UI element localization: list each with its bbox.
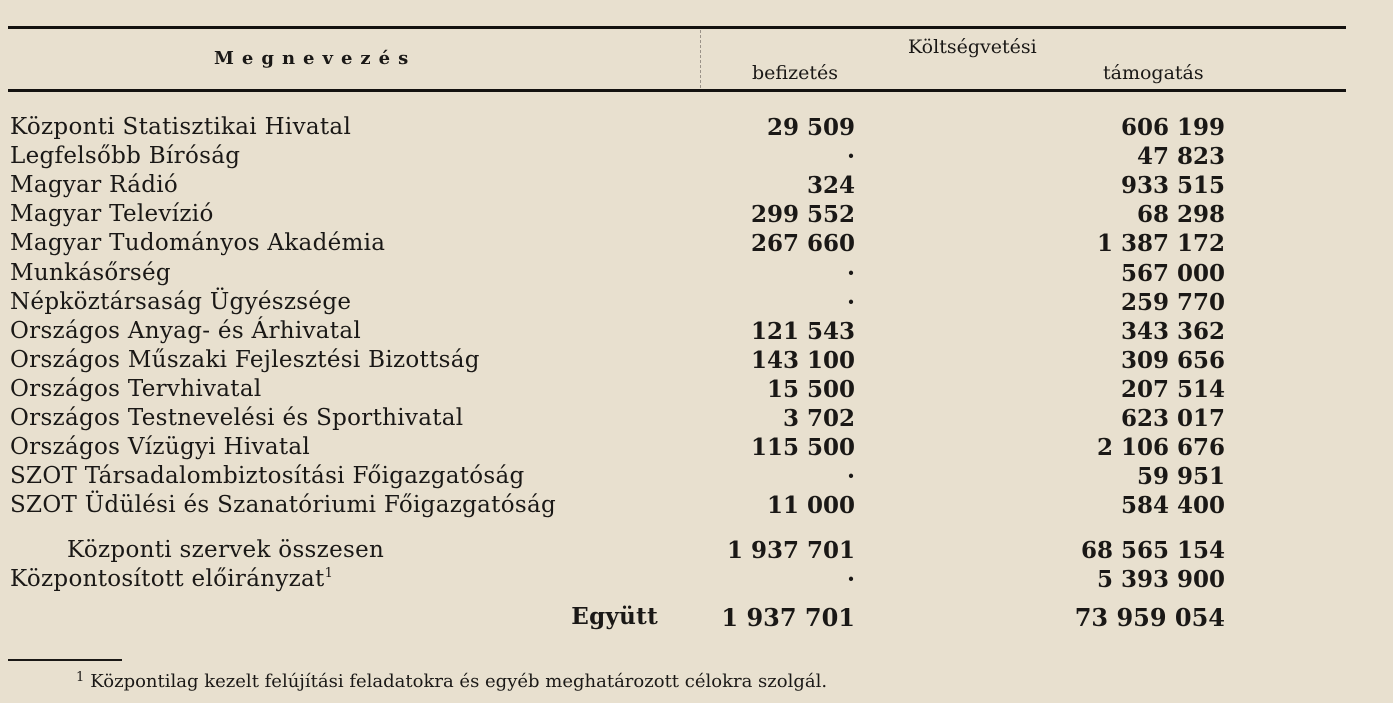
row-payment: · xyxy=(846,259,855,287)
table-row xyxy=(0,289,1393,318)
row-support: 567 000 xyxy=(1120,259,1225,287)
row-support: 1 387 172 xyxy=(1096,230,1225,258)
row-support: 606 199 xyxy=(1120,114,1225,141)
row-payment: 121 543 xyxy=(750,317,855,345)
table-top-rule xyxy=(8,26,1346,29)
row-name: Népköztársaság Ügyészsége xyxy=(10,288,352,315)
footnote-reference: 1 xyxy=(324,566,334,581)
row-name: Magyar Televízió xyxy=(10,201,214,228)
budget-group-header: Költségvetési xyxy=(908,36,1037,58)
row-name: Országos Vízügyi Hivatal xyxy=(10,434,311,461)
table-row xyxy=(0,492,1393,521)
row-name: Magyar Rádió xyxy=(10,172,179,199)
row-payment: 267 660 xyxy=(750,230,855,258)
footnote xyxy=(76,670,827,692)
row-name: Központi Statisztikai Hivatal xyxy=(10,114,352,140)
row-payment: 324 xyxy=(806,172,855,200)
subtotal-payment: 1 937 701 xyxy=(726,537,855,564)
total-row xyxy=(0,603,1393,632)
centralized-label: Központosított előirányzat$^1$ xyxy=(10,566,334,592)
row-name: SZOT Üdülési és Szanatóriumi Főigazgatóság xyxy=(10,492,556,519)
row-name: Munkásőrség xyxy=(10,259,171,286)
row-name: Legfelsőbb Bíróság xyxy=(10,143,241,170)
row-support: 47 823 xyxy=(1136,143,1225,171)
header-column-separator xyxy=(700,30,702,88)
row-payment: 29 509 xyxy=(766,114,855,141)
row-name: Országos Műszaki Fejlesztési Bizottság xyxy=(10,346,480,373)
footnote-rule xyxy=(8,659,122,661)
table-row xyxy=(0,347,1393,376)
row-support: 68 298 xyxy=(1136,201,1225,229)
row-support: 584 400 xyxy=(1120,492,1225,520)
row-support: 207 514 xyxy=(1120,375,1225,403)
table-row xyxy=(0,260,1393,289)
support-column-header: támogatás xyxy=(1103,62,1204,84)
table-row xyxy=(0,114,1393,143)
row-payment: · xyxy=(846,288,855,316)
centralized-payment: · xyxy=(846,566,855,593)
centralized-support: 5 393 900 xyxy=(1096,566,1225,593)
row-name: Országos Testnevelési és Sporthivatal xyxy=(10,405,464,431)
row-payment: 11 000 xyxy=(766,492,855,520)
total-label: Együtt xyxy=(571,603,658,630)
table-row xyxy=(0,376,1393,405)
row-payment: 3 702 xyxy=(782,405,855,432)
row-payment: · xyxy=(846,463,855,491)
table-row xyxy=(0,201,1393,230)
row-support: 59 951 xyxy=(1136,463,1225,491)
row-support: 259 770 xyxy=(1120,288,1225,316)
row-payment: · xyxy=(846,143,855,171)
row-support: 2 106 676 xyxy=(1096,434,1225,462)
table-row xyxy=(0,463,1393,492)
footnote-text: Központilag kezelt felújítási feladatokra és egyéb meghatározott célokra szolgál. xyxy=(90,671,828,692)
row-payment: 143 100 xyxy=(750,346,855,374)
row-support: 343 362 xyxy=(1120,317,1225,345)
table-row xyxy=(0,318,1393,347)
row-payment: 15 500 xyxy=(766,375,855,403)
row-name: Országos Tervhivatal xyxy=(10,375,262,402)
row-support: 933 515 xyxy=(1120,172,1225,200)
row-support: 309 656 xyxy=(1120,346,1225,374)
row-name: SZOT Társadalombiztosítási Főigazgatóság xyxy=(10,463,525,490)
row-name: Országos Anyag- és Árhivatal xyxy=(10,317,362,344)
centralized-row xyxy=(0,566,1393,595)
total-support: 73 959 054 xyxy=(1074,603,1225,632)
subtotal-label: Központi szervek összesen xyxy=(67,537,385,563)
table-row xyxy=(0,143,1393,172)
name-column-header: Megnevezés xyxy=(214,48,417,69)
total-payment: 1 937 701 xyxy=(721,603,855,632)
row-name: Magyar Tudományos Akadémia xyxy=(10,230,386,257)
row-payment: 115 500 xyxy=(750,434,855,462)
table-row xyxy=(0,230,1393,259)
subtotal-support: 68 565 154 xyxy=(1080,537,1225,564)
footnote-mark: 1 xyxy=(76,670,85,685)
row-payment: 299 552 xyxy=(750,201,855,229)
table-row xyxy=(0,172,1393,201)
payment-column-header: befizetés xyxy=(752,62,838,84)
header-bottom-rule xyxy=(8,89,1346,92)
row-support: 623 017 xyxy=(1120,405,1225,432)
table-row xyxy=(0,405,1393,434)
subtotal-row xyxy=(0,537,1393,566)
table-row xyxy=(0,434,1393,463)
